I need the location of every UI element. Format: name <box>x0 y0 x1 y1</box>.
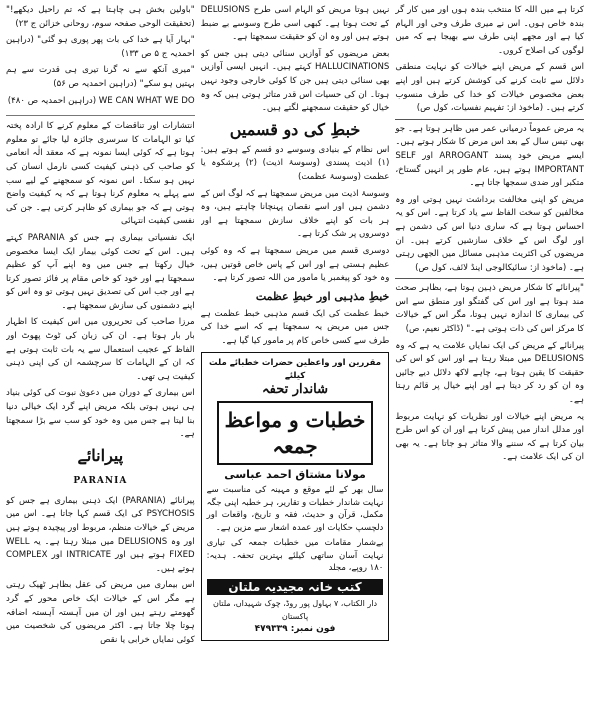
body-paragraph: کرتا ہے میں اللہ کا منتخب بندہ ہوں اور میں کار گر بندہ خاص ہوں۔ اس نے میری طرف وحی اور الہام کیا ہے اور مجھے اپنی طرف سے بھیجا ہے کہ میں لوگوں کی اصلاح کروں۔ <box>395 5 585 56</box>
body-paragraph: خبط عظمت کی ایک قسم مذہبی خبط عظمت ہے جس میں مریض یہ سمجھتا ہے کہ اسے خدا کی طرف سے کسی خاص کام پر مامور کیا گیا ہے۔ <box>200 308 390 346</box>
ad-book-title: خطبات و مواعظ جمعہ <box>217 401 374 465</box>
ad-description: بےشمار مقامات میں خطبات جمعہ کی تیاری نہایت آسان ساتھی کیلئے بہترین تحفہ۔ ہدیہ: ۱۸۰ روپے، مجلد <box>206 538 384 574</box>
ad-tagline: شاندار تحفہ <box>262 382 328 398</box>
ad-address: دار الکتاب، ۷ بہاول پور روڈ، چوک شہیداں، ملتان پاکستان <box>212 599 378 621</box>
body-paragraph: اس نظام کے بنیادی وسوسے دو قسم کے ہوتے ہیں: (۱) اذیت پسندی (وسوسۂ اذیت) (۲) پرشکوہ یا عظمت (وسوسۂ عظمت) <box>200 144 390 182</box>
body-paragraph: بعض مریضوں کو آوازیں سنائی دیتی ہیں جس کو HALLUCINATIONS کہتے ہیں۔ انہیں ایسی آوازیں بھی سنائی دیتی ہیں جن کا کوئی خارجی وجود نہیں ہوتا۔ ان کی حسیات اس قدر متاثر ہوتی ہیں کہ وہ خیال کو حقیقت سمجھنے لگتے ہیں۔ <box>200 48 390 114</box>
quote-text: "بہار آیا ہے خدا کی بات پھر پوری ہو گئی" (دراہین احمدیہ ج ۵ ص ۱۳۳) <box>6 35 195 59</box>
body-paragraph: اس بیماری کے دوران میں دعویٰ نبوت کی کوئی بنیاد ہی نہیں ہوتی بلکہ مریض اپنے گرد ایک خیالی دنیا بنا لیتا ہے جس میں وہ خود کو سب سے بڑا سمجھتا ہے۔ <box>6 388 195 440</box>
body-paragraph: ایک نفسیاتی بیماری ہے جس کو PARANIA کہتے ہیں۔ اس کے تحت کوئی بیمار ایک ایسا مخصوص خیال رکھتا ہے جس میں وہ اپنے آپ کو عظیم سمجھتا ہے اور خود کو خاص مقام پر فائز تصور کرتا ہے اور جب اس کی تصدیق نہیں ہوتی تو وہ اس کو اپنے دشمنوں کی سازش سمجھتا ہے۔ <box>6 232 195 311</box>
body-paragraph: وسوسۂ اذیت میں مریض سمجھتا ہے کہ لوگ اس کے دشمن ہیں اور اسے نقصان پہنچانا چاہتے ہیں، وہ ہر بات کو اپنے خلاف سازش سمجھتا ہے اور دوسروں پر شک کرتا ہے۔ <box>200 188 390 240</box>
left-column <box>395 4 584 722</box>
divider <box>395 119 584 120</box>
section-heading: خبطِ کی دو قسمیں <box>229 119 361 139</box>
body-paragraph: اس قسم کے مریض اپنے خیالات کو نہایت منطقی دلائل سے ثابت کرنے کی کوشش کرتے ہیں اور اپنے بعض مخصوص خیالات کو خدا کی طرف منسوب کرتے ہیں۔ (ماخوذ از: تفہیم نفسیات، کول ص) <box>395 62 585 114</box>
section-heading <box>6 445 195 492</box>
middle-column <box>201 4 390 722</box>
quotes-block <box>6 4 195 116</box>
body-paragraph: یہ مریض اپنے خیالات اور نظریات کو نہایت مربوط اور مدلل انداز میں پیش کرتا ہے اور ان کو اس طرح بیان کرتا ہے کہ سننے والا متاثر ہو جاتا ہے۔ یہ بھی ان کی ایک علامت ہے۔ <box>395 411 585 463</box>
body-paragraph: انتشارات اور تناقضات کے معلوم کرنے کا ارادہ پختہ کیا تو الہامات کا سرسری جائزہ لیا جائے تو معلوم ہوتا ہے کہ کوئی ایسا نمونہ ہے کہ معقد الٰہ انعامی کو صاحب کی ذہنی کیفیت کسی نارمل انسان کی نہیں ہو سکتا۔ اس نمونہ کو سمجھنے کے لیے سب سے پہلے یہ معلوم کرنا ہوتا ہے کہ یہ کیفیت واضح ہوتی ہے کہ جو بیماری کو ظاہر کرتی ہے۔ جن کی نفسی کیفیت انتہائی <box>6 121 195 227</box>
ad-description: سال بھر کے لئے موقع و مہینہ کی مناسبت سے نہایت شاندار خطبات و تقاریر، ہر خطبہ اپنی جگہ مکمل، قرآن و حدیث، فقہ و تاریخ، واقعات اور دلچسپ حکایات اور عمدہ اشعار سے مزین ہے۔ <box>206 485 384 533</box>
body-paragraph: مریض کو اپنی مخالفت برداشت نہیں ہوتی اور وہ مخالفین کو سخت الفاظ سے یاد کرتا ہے۔ اس کو یہ احساس ہوتا ہے کہ ساری دنیا اس کی دشمن ہے اور لوگ اس کے خلاف سازشیں کرتے ہیں۔ ان مریضوں کی اکثریت مذہبی مسائل میں الجھی رہتی ہے۔ (ماخوذ از: سائیکالوجی اینڈ لائف، کول ص) <box>395 194 585 273</box>
divider <box>395 278 584 279</box>
quote-text: "باولین بخش ہی چاہتا ہے کہ تم راحیل دیکھے!" (تحقیقت الوحی صفحہ سوم، روحانی خزائن ج ۲۳) <box>6 5 195 29</box>
sub-heading: خبطِ مذہبی اور خبطِ عظمت <box>255 289 390 303</box>
quote-text: WE CAN WHAT WE DO (دراہین احمدیہ ص ۴۸۰) <box>7 95 195 106</box>
body-paragraph: دوسری قسم میں مریض سمجھتا ہے کہ وہ کوئی عظیم ہستی ہے اور اس کے پاس خاص قوتیں ہیں، وہ خود کو پیغمبر یا مامور من اللہ تصور کرتا ہے۔ <box>200 245 390 284</box>
advertisement-box <box>201 352 390 641</box>
right-column <box>6 4 195 722</box>
ad-author: مولانا مشتاق احمد عباسی <box>224 467 366 481</box>
body-paragraph: پیرانائے کے مریض کی ایک نمایاں علامت یہ ہے کہ وہ DELUSIONS میں مبتلا رہتا ہے اور اس کو اس کی حقیقت کا یقین ہوتا ہے، چاہے لاکھ دلائل دیے جائیں وہ ان کو رد کر دیتا ہے اور اپنے خیال پر قائم رہتا ہے۔ <box>395 340 585 406</box>
heading-urdu: پیرانائے <box>77 445 124 465</box>
body-paragraph: نہیں ہوتا مریض کو الہام اسی طرح DELUSIONS کے تحت ہوتا ہے۔ کبھی اسی طرح وسوسے بے ضبط ہوتے ہیں اور وہ ان کو حقیقت سمجھتا ہے۔ <box>200 5 390 43</box>
body-paragraph: "پیرانائے کا شکار مریض ذہین ہوتا ہے، بظاہر صحت مند ہوتا ہے اور اس کی گفتگو اور منطق سے اس کی بیماری کا اندازہ نہیں ہوتا، مگر اس کے خیالات کا مرکز اس کی ذات ہوتی ہے۔" (ڈاکٹر نعیم، ص) <box>395 283 585 335</box>
body-paragraph: یہ مرض عموماً درمیانی عمر میں ظاہر ہوتا ہے۔ جو بھی تیس سال کے بعد اس مرض کا شکار ہوتے ہیں۔ ایسے مریض خود پسند ARROGANT اور SELF IMPORTANT ہوتے ہیں، عام طور پر انہیں گستاخ، متکبر اور ضدی سمجھا جاتا ہے۔ <box>395 123 585 189</box>
body-paragraph: پیرانائے (PARANIA) ایک ذہنی بیماری ہے جس کو PSYCHOSIS کی ایک قسم کہا جاتا ہے۔ اس میں مریض کے خیالات منظم، مربوط اور پیچیدہ ہوتے ہیں اور وہ DELUSIONS میں مبتلا رہتا ہے۔ یہ WELL FIXED ہوتے ہیں اور INTRICATE اور COMPLEX ہوتے ہیں۔ <box>6 495 195 574</box>
body-paragraph: اس بیماری میں مریض کی عقل بظاہر ٹھیک رہتی ہے مگر اس کے خیالات ایک خاص محور کے گرد گھومتے رہتے ہیں اور ان میں آہستہ آہستہ اضافہ ہوتا چلا جاتا ہے۔ اکثر مریضوں کی شخصیت میں کوئی نمایاں خرابی یا نقص <box>6 580 195 645</box>
quote-text: "میری آنکھ سے نہ گرنا تیری ہی قدرت سے ہم بہتیں ہو سکے" (دراہین احمدیہ ص ۵۶) <box>6 65 195 89</box>
ad-intro: مقررین اور واعظین حضرات خطبائے ملت کیلئے <box>209 358 381 381</box>
ad-publisher: کتب خانہ مجیدیہ ملتان <box>207 579 384 596</box>
heading-latin: PARANIA <box>73 475 128 486</box>
body-paragraph: مرزا صاحب کی تحریروں میں اس کیفیت کا اظہار بار بار ہوتا ہے۔ ان کی زبان کی ٹوٹ پھوٹ اور الفاظ کے عجیب استعمال سے یہ بات ثابت ہوتی ہے کہ ان کے الہامات کا سرچشمہ ان کی اپنی ذہنی کیفیت ہی تھی۔ <box>6 317 195 382</box>
ad-phone: فون نمبر: ۴۷۹۳۳۹ <box>254 624 336 635</box>
